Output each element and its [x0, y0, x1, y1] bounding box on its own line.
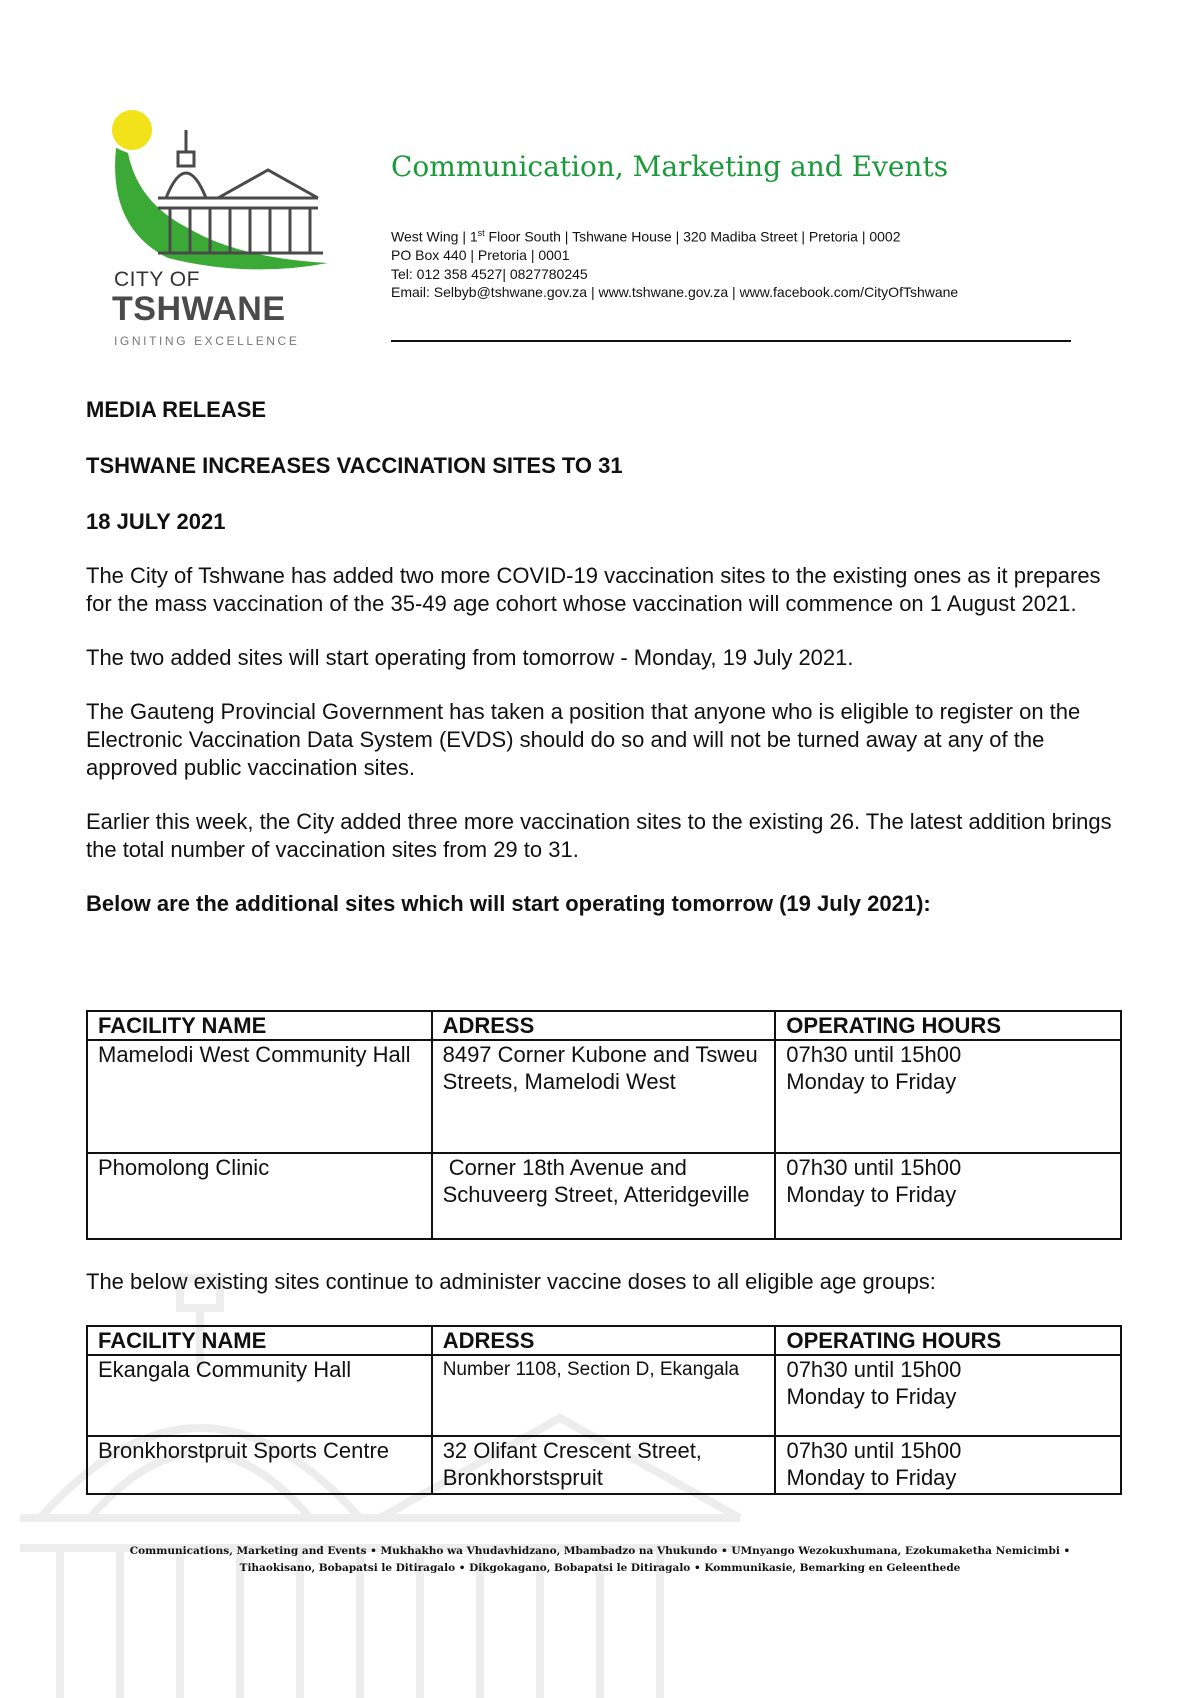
hours-cell	[775, 1355, 1121, 1436]
address-sup: st	[477, 228, 485, 238]
existing-sites-table	[86, 1325, 1122, 1495]
hours-time: 07h30 until 15h00	[786, 1042, 962, 1067]
address-line	[391, 224, 958, 246]
address-prefix: West Wing | 1	[391, 228, 478, 245]
existing-sites-heading: The below existing sites continue to administer vaccine doses to all eligible age groups:	[86, 1269, 936, 1294]
facility-cell: Ekangala Community Hall	[87, 1355, 432, 1436]
column-header-address: ADRESS	[432, 1011, 776, 1040]
hours-days: Monday to Friday	[786, 1384, 957, 1409]
address-cell: 32 Olifant Crescent Street, Bronkhorstspruit	[432, 1436, 776, 1494]
table-row	[87, 1355, 1121, 1436]
additional-sites-table	[86, 1010, 1122, 1240]
body-paragraph: Earlier this week, the City added three more vaccination sites to the existing 26. The latest addition brings the total number of vaccination sites from 29 to 31.	[86, 809, 1112, 862]
release-body	[86, 396, 1121, 918]
hours-days: Monday to Friday	[786, 1182, 957, 1207]
release-date: 18 JULY 2021	[86, 509, 226, 534]
release-label: MEDIA RELEASE	[86, 397, 267, 422]
city-logo	[108, 108, 358, 353]
release-headline: TSHWANE INCREASES VACCINATION SITES TO 31	[86, 453, 623, 478]
logo-city-of: CITY OF	[114, 268, 200, 291]
logo-tagline: IGNITING EXCELLENCE	[114, 334, 300, 348]
footer-line-1: Communications, Marketing and Events • Mukhakho wa Vhudavhidzano, Mbambadzo na Vhukundo • UMnyango Wezokuxhumana, Ezokumaketha Nemicimbi •	[129, 1545, 1071, 1557]
hours-time: 07h30 until 15h00	[786, 1357, 962, 1382]
facility-cell: Mamelodi West Community Hall	[87, 1040, 432, 1153]
city-hall-emblem-icon	[108, 108, 358, 278]
logo-city-name: TSHWANE	[112, 290, 286, 328]
footer-line-2: Tihaokisano, Bobapatsi le Ditiragalo • Dikgokagano, Bobapatsi le Ditiragalo • Kommunikasie, Bemarking en Geleenthede	[239, 1562, 961, 1574]
address-suffix: Floor South | Tshwane House | 320 Madiba Street | Pretoria | 0002	[484, 228, 901, 245]
address-cell: Corner 18th Avenue and Schuveerg Street, Atteridgeville	[432, 1153, 776, 1239]
body-paragraph: The two added sites will start operating from tomorrow - Monday, 19 July 2021.	[86, 645, 854, 670]
column-header-address: ADRESS	[432, 1326, 776, 1355]
column-header-hours: OPERATING HOURS	[775, 1326, 1121, 1355]
header-divider	[391, 340, 1071, 342]
facility-cell: Bronkhorstpruit Sports Centre	[87, 1436, 432, 1494]
table-header-row	[87, 1011, 1121, 1040]
address-cell: Number 1108, Section D, Ekangala	[432, 1355, 776, 1436]
additional-sites-heading: Below are the additional sites which will start operating tomorrow (19 July 2021):	[86, 891, 931, 916]
hours-days: Monday to Friday	[786, 1069, 957, 1094]
address-cell: 8497 Corner Kubone and Tsweu Streets, Mamelodi West	[432, 1040, 776, 1153]
hours-cell	[775, 1153, 1121, 1239]
table-row	[87, 1153, 1121, 1239]
column-header-hours: OPERATING HOURS	[775, 1011, 1121, 1040]
hours-cell	[775, 1040, 1121, 1153]
table-header-row	[87, 1326, 1121, 1355]
department-title: Communication, Marketing and Events	[391, 150, 949, 183]
po-box-line: PO Box 440 | Pretoria | 0001	[391, 247, 570, 264]
email-web-line: Email: Selbyb@tshwane.gov.za | www.tshwane.gov.za | www.facebook.com/CityOfTshwane	[391, 284, 959, 301]
hours-time: 07h30 until 15h00	[786, 1438, 962, 1463]
body-paragraph: The Gauteng Provincial Government has taken a position that anyone who is eligible to register on the Electronic Vaccination Data System (EVDS) should do so and will not be turned away at any of the approved public vaccination sites.	[86, 699, 1081, 780]
hours-time: 07h30 until 15h00	[786, 1155, 962, 1180]
table-row	[87, 1436, 1121, 1494]
facility-cell: Phomolong Clinic	[87, 1153, 432, 1239]
contact-block	[391, 224, 958, 302]
body-paragraph: The City of Tshwane has added two more COVID-19 vaccination sites to the existing ones as it prepares for the mass vaccination of the 35-49 age cohort whose vaccination will commence on 1 August 2021.	[86, 563, 1101, 616]
hours-cell	[775, 1436, 1121, 1494]
telephone-line: Tel: 012 358 4527| 0827780245	[391, 265, 588, 282]
column-header-facility: FACILITY NAME	[87, 1326, 432, 1355]
table-row	[87, 1040, 1121, 1153]
hours-days: Monday to Friday	[786, 1465, 957, 1490]
multilingual-footer	[60, 1543, 1140, 1577]
column-header-facility: FACILITY NAME	[87, 1011, 432, 1040]
